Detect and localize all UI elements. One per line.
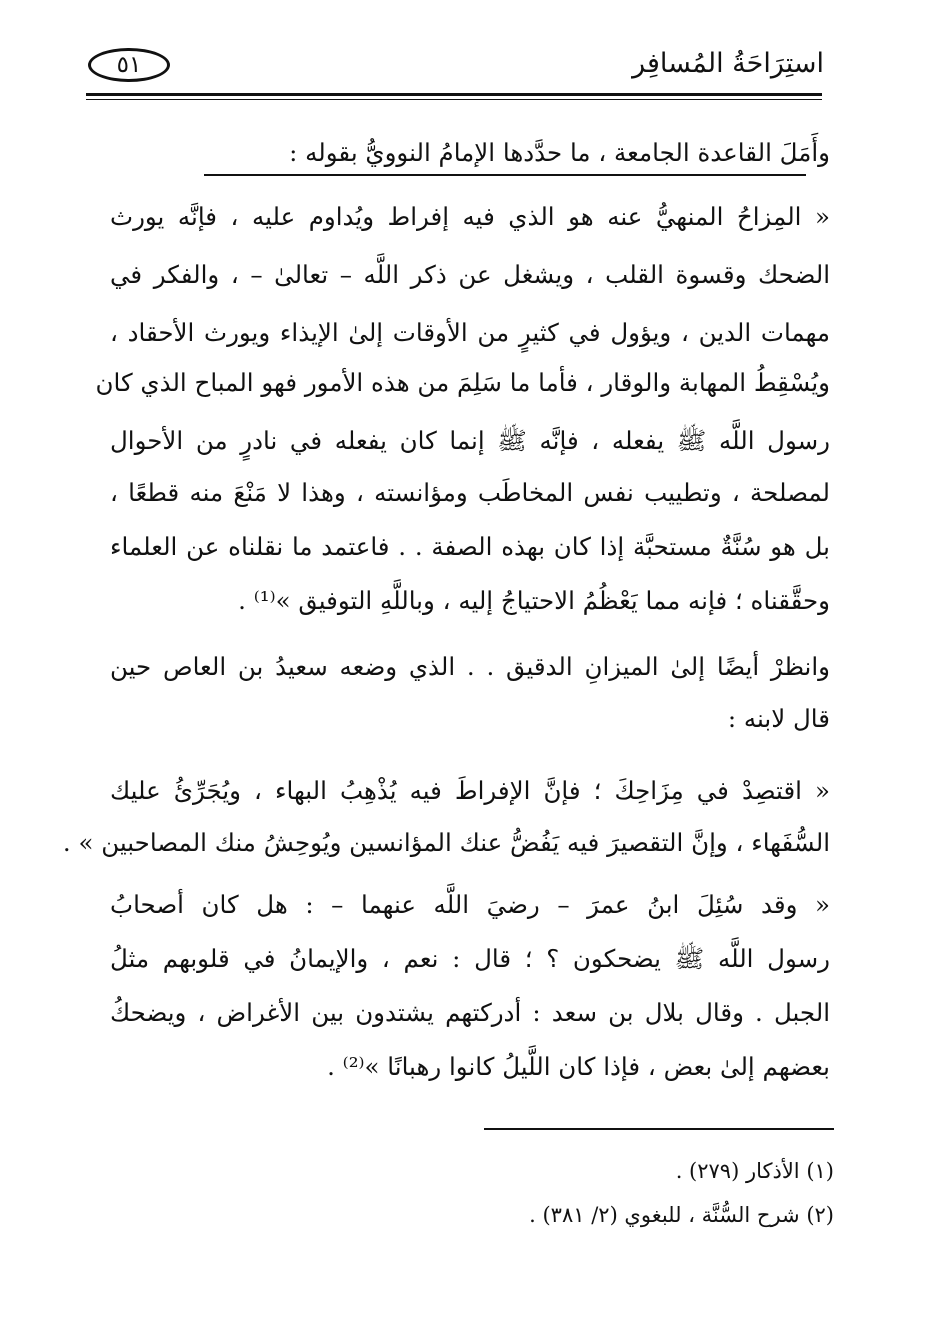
- quote3-line-2: رسول اللَّه ﷺ يضحكون ؟ ؛ قال : نعم ، والإيمانُ في قلوبهم مثلُ: [110, 944, 830, 973]
- quote1-line-3: مهمات الدين ، ويؤول في كثيرٍ من الأوقات إلىٰ الإيذاء ويورث الأحقاد ،: [110, 318, 830, 347]
- header-rule-thin: [86, 99, 822, 100]
- quote2-line-1: « اقتصِدْ في مِزَاحِكَ ؛ فإنَّ الإفراطَ فيه يُذْهِبُ البهاء ، ويُجَرِّئُ عليك: [110, 776, 830, 805]
- quote1-line-4: ويُسْقِطُ المهابة والوقار ، فأما ما سَلِمَ من هذه الأمور فهو المباح الذي كان: [95, 368, 830, 397]
- footnote-rule: [484, 1128, 834, 1130]
- book-title: استِرَاحَةُ المُسافِر: [632, 48, 824, 79]
- quote1-line-2: الضحك وقسوة القلب ، ويشغل عن ذكر اللَّه – تعالىٰ – ، والفكر في: [110, 260, 831, 289]
- intro-heading: وأَمَلَ القاعدة الجامعة ، ما حدَّدها الإمامُ النوويُّ بقوله :: [289, 138, 830, 167]
- intro-underline: [204, 174, 806, 176]
- quote1-line-7: بل هو سُنَّةٌ مستحبَّة إذا كان بهذه الصفة . . فاعتمد ما نقلناه عن العلماء: [110, 532, 830, 561]
- footnote-1: (١) الأذكار (٢٧٩) .: [675, 1159, 834, 1183]
- quote3-line-4: بعضهم إلىٰ بعض ، فإذا كان اللَّيلُ كانوا رهبانًا »⁽²⁾ .: [327, 1052, 830, 1081]
- header-rule-thick: [86, 93, 822, 96]
- quote1-line-6: لمصلحة ، وتطييب نفس المخاطَب ومؤانسته ، وهذا لا مَنْعَ منه قطعًا ،: [110, 478, 830, 507]
- para2-line-1: وانظرْ أيضًا إلىٰ الميزانِ الدقيق . . الذي وضعه سعيدُ بن العاص حين: [110, 652, 830, 681]
- page-number: ٥١: [88, 48, 170, 82]
- quote2-line-2: السُّفَهاء ، وإنَّ التقصيرَ فيه يَفُضُّ عنك المؤانسين ويُوحِشُ منك المصاحبين » .: [62, 828, 830, 857]
- quote1-line-5: رسول اللَّه ﷺ يفعله ، فإنَّه ﷺ إنما كان يفعله في نادرٍ من الأحوال: [110, 426, 830, 455]
- quote3-line-3: الجبل . وقال بلال بن سعد : أدركتهم يشتدون بين الأغراض ، ويضحكُ: [110, 998, 830, 1027]
- quote1-line-8: وحقَّقناه ؛ فإنه مما يَعْظُمُ الاحتياجُ إليه ، وباللَّهِ التوفيق »⁽¹⁾ .: [238, 586, 830, 615]
- para2-line-2: قال لابنه :: [727, 704, 830, 733]
- quote3-line-1: « وقد سُئِلَ ابنُ عمرَ – رضيَ اللَّه عنهما – : هل كان أصحابُ: [110, 890, 830, 919]
- page-header: [84, 44, 824, 94]
- footnote-2: (٢) شرح السُّنَّة ، للبغوي (٢/ ٣٨١) .: [529, 1203, 834, 1227]
- quote1-line-1: « المِزاحُ المنهيُّ عنه هو الذي فيه إفراط ويُداوم عليه ، فإنَّه يورث: [110, 202, 830, 231]
